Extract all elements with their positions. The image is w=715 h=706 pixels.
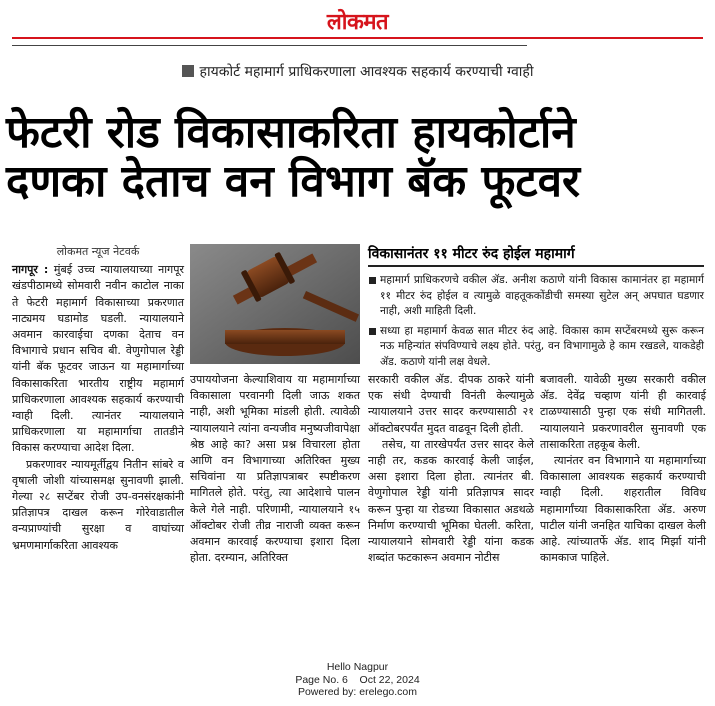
paragraph: तसेच, या तारखेपर्यंत उत्तर सादर केले नाही तर, कडक कारवाई केली जाईल, असा इशारा दिला होता. त्यानंतर बी. वेणुगोपाल रेड्डी यांनी प्रतिज्ञापत्र सादर करून पुन्हा या रोडच्या विकासात अडथळे निर्माण करण्याची भूमिका घेतली. करिता, न्यायालयाने सोमवारी रेड्डी यांना कडक शब्दांत फटकारून अवमान नोटीस — [368, 437, 534, 565]
article-column-4 — [540, 372, 706, 566]
footer-powered-by: Powered by: erelego.com — [297, 686, 418, 698]
kicker — [0, 62, 715, 84]
lead-text: मुंबई उच्च न्यायालयाच्या नागपूर खंडपीठामध्ये सोमवारी नवीन काटोल नाका ते फेटरी महामार्ग विकासाच्या प्रकरणात नाट्यमय घडामोड घडली. न्यायालयाने अवमान कारवाईचा दणका देताच वन विभागाचे प्रधान सचिव बी. वेणुगोपाल रेड्डी यांनी बॅक फूटवर जाऊन या महामार्गाच्या विकासाकरिता भारतीय राष्ट्रीय महामार्ग प्राधिकरणाला आवश्यक सहकार्य करण्याची ग्वाही दिली. त्यानंतर न्यायालयाने प्राधिकरणाला या महामार्गाचा तातडीने विकास करण्याचा आदेश दिला. — [12, 263, 184, 455]
headline-line-1: फेटरी रोड विकासाकरिता हायकोर्टाने — [6, 107, 576, 158]
headline-line-2: दणका देताच वन विभाग बॅक फूटवर — [6, 156, 581, 208]
divider — [12, 45, 527, 46]
gavel-photo — [190, 244, 360, 364]
list-item-text: महामार्ग प्राधिकरणचे वकील ॲड. अनीश कठाणे यांनी विकास कामानंतर हा महामार्ग ११ मीटर रुंद होईल व त्यामुळे वाहतूककोंडीची समस्या सुटेल अन् अपघात घडणार नाही, अशी माहिती दिली. — [380, 274, 704, 317]
square-bullet-icon — [369, 328, 376, 335]
masthead-rule — [12, 37, 703, 39]
paragraph: सरकारी वकील ॲड. दीपक ठाकरे यांनी एक संधी देण्याची विनंती केल्यामुळे न्यायालयाने उत्तर सादर करण्यासाठी २१ ऑक्टोबरपर्यंत मुदत वाढवून दिली होती. — [368, 373, 534, 435]
list-item-text: सध्या हा महामार्ग केवळ सात मीटर रुंद आहे. विकास काम सप्टेंबरमध्ये सुरू करून नऊ महिन्यांत संपविण्याचे लक्ष्य होते. परंतु, वन विभागामुळे हे काम रखडले, याकडेही ॲड. कठाणे यांनी लक्ष वेधले. — [380, 324, 704, 368]
headline — [6, 108, 711, 207]
highlight-box — [368, 244, 704, 374]
list-item — [368, 324, 704, 371]
gavel-icon — [190, 244, 360, 364]
dateline: नागपूर : — [12, 263, 49, 277]
paragraph: उपाययोजना केल्याशिवाय या महामार्गाच्या विकासाला परवानगी दिली जाऊ शकत नाही, अशी भूमिका मांडली होती. त्यावेळी न्यायालयाने त्यांना वन्यजीव मनुष्यजीवापेक्षा श्रेष्ठ आहे का? असा प्रश्न विचारला होता आणि वन विभागाच्या अतिरिक्त मुख्य सचिवांना या प्रतिज्ञापत्राबर स्पष्टीकरण मागितले होते. परंतु, त्या आदेशाचे पालन केले गेले नाही. परिणामी, न्यायालयाने १५ ऑक्टोबर रोजी तीव्र नाराजी व्यक्त करून अवमान कारवाई करण्याचा इशारा दिला होता. दरम्यान, अतिरिक्त — [190, 373, 360, 565]
square-bullet-icon — [369, 277, 376, 284]
article-column-3 — [368, 372, 534, 566]
kicker-text: हायकोर्ट महामार्ग प्राधिकरणाला आवश्यक सहकार्य करण्याची ग्वाही — [199, 64, 534, 80]
list-item — [368, 273, 704, 320]
paragraph: बजावली. यावेळी मुख्य सरकारी वकील ॲड. देवेंद्र चव्हाण यांनी ही कारवाई टाळण्यासाठी पुन्हा एक संधी मागितली. न्यायालयाने प्रकरणावरील सुनावणी एक तासाकरिता तहकूब केली. — [540, 373, 706, 451]
square-bullet-icon — [182, 65, 194, 77]
byline: लोकमत न्यूज नेटवर्क — [56, 245, 140, 258]
footer-edition: Hello Nagpur — [326, 661, 389, 673]
footer — [0, 661, 715, 699]
box-title: विकासानंतर ११ मीटर रुंद होईल महामार्ग — [368, 244, 704, 267]
box-list — [368, 273, 704, 370]
masthead — [0, 0, 715, 34]
footer-page-date: Page No. 6 Oct 22, 2024 — [295, 673, 420, 686]
lead-paragraph — [12, 262, 184, 456]
paragraph: प्रकरणावर न्यायमूर्तीद्वय नितीन सांबरे व वृषाली जोशी यांच्यासमक्ष सुनावणी झाली. गेल्या २८ सप्टेंबर रोजी उप-वनसंरक्षकांनी प्रतिज्ञापत्र दाखल करून गोरेवाडातील वन्यप्राण्यांची सुरक्षा व वाघांच्या भ्रमणमार्गाकरिता आवश्यक — [12, 457, 184, 552]
article-column-2 — [190, 372, 360, 566]
article-column-1 — [12, 244, 184, 554]
paragraph: त्यानंतर वन विभागाने या महामार्गाच्या विकासाला आवश्यक सहकार्य करण्याची ग्वाही दिली. शहरातील विविध महामार्गांच्या विकासाकरिता ॲड. अरुण पाटील यांनी जनहित याचिका दाखल केली आहे. त्यांच्यातर्फे ॲड. शाद मिर्झा यांनी कामकाज पाहिले. — [540, 454, 706, 565]
newspaper-logo: लोकमत — [326, 10, 389, 35]
